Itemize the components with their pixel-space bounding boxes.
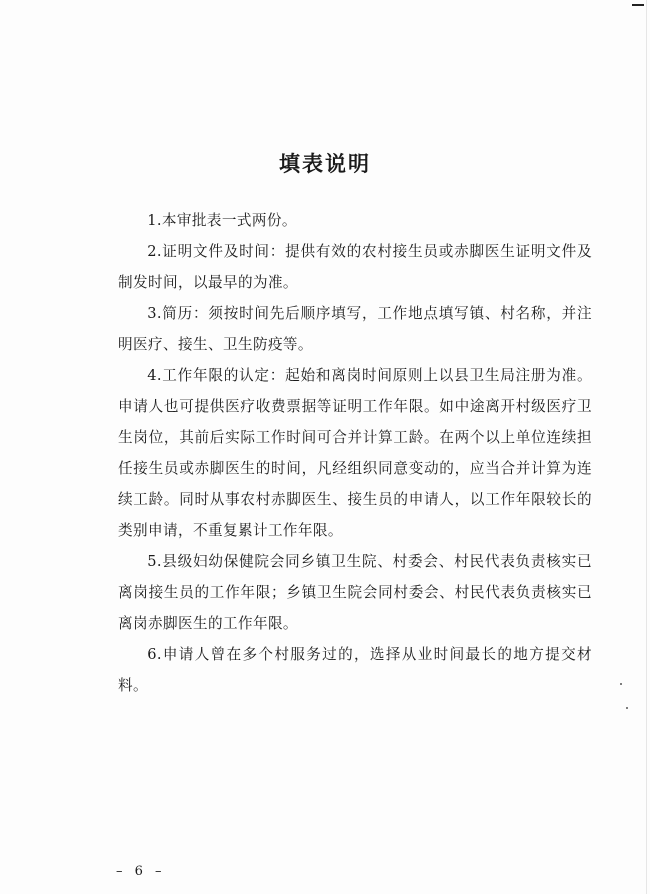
- page-number: – 6 –: [116, 864, 166, 879]
- instruction-item-2: 2.证明文件及时间：提供有效的农村接生员或赤脚医生证明文件及制发时间，以最早的为准。: [118, 243, 592, 291]
- scan-edge-line: [646, 0, 647, 894]
- instruction-item-5: 5.县级妇幼保健院会同乡镇卫生院、村委会、村民代表负责核实已离岗接生员的工作年限；乡镇卫生院会同村委会、村民代表负责核实已离岗赤脚医生的工作年限。: [118, 553, 592, 632]
- page-title: 填表说明: [279, 151, 371, 176]
- instruction-item-3: 3.简历：须按时间先后顺序填写，工作地点填写镇、村名称，并注明医疗、接生、卫生防疫等。: [118, 305, 592, 353]
- instruction-item-1: 1.本审批表一式两份。: [147, 212, 297, 229]
- scan-edge-mark: [632, 4, 644, 6]
- instructions-body: [118, 205, 592, 701]
- instruction-item-6: 6.申请人曾在多个村服务过的，选择从业时间最长的地方提交材料。: [118, 646, 592, 694]
- scan-speck: [620, 683, 622, 685]
- instruction-item-4: 4.工作年限的认定：起始和离岗时间原则上以县卫生局注册为准。申请人也可提供医疗收费票据等证明工作年限。如中途离开村级医疗卫生岗位，其前后实际工作时间可合并计算工龄。在两个以上单位连续担任接生员或赤脚医生的时间，凡经组织同意变动的，应当合并计算为连续工龄。同时从事农村赤脚医生、接生员的申请人，以工作年限较长的类别申请，不重复累计工作年限。: [118, 367, 592, 539]
- scan-speck: [626, 707, 628, 709]
